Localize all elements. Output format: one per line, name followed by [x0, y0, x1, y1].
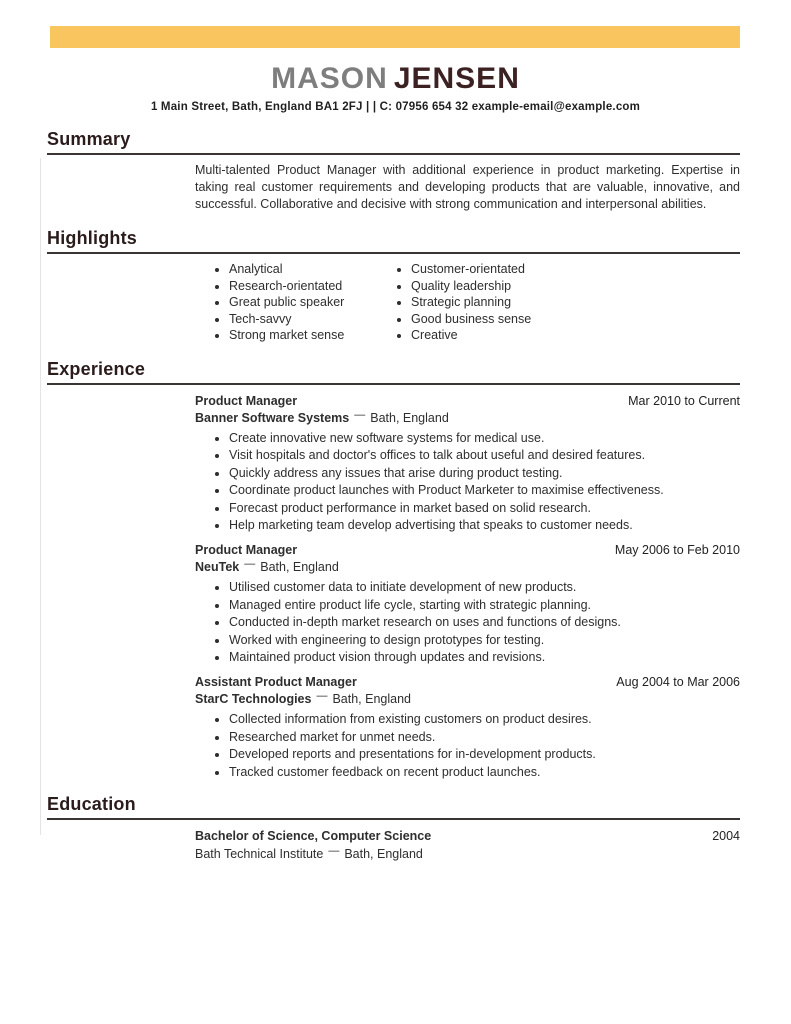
- job-location: Bath, England: [260, 560, 339, 575]
- job-bullet: • Forecast product performance in market based on solid research.: [229, 500, 740, 517]
- highlight-item: • Strong market sense: [229, 327, 377, 344]
- left-margin-line: [40, 158, 41, 835]
- school-name: Bath Technical Institute: [195, 847, 324, 862]
- highlight-item: • Customer-orientated: [411, 261, 531, 278]
- graduation-year: 2004: [712, 829, 740, 844]
- job-header: [195, 542, 740, 558]
- highlights-heading: Highlights: [47, 228, 740, 254]
- job-title: Product Manager: [195, 393, 298, 408]
- summary-text: Multi-talented Product Manager with additional experience in product marketing. Expertise in taking real customer requirements and developing products that are valuable, innovative, and successful. Collaborative and decisive with strong communication and interpersonal abilities.: [195, 163, 740, 211]
- job-bullet: • Coordinate product launches with Product Marketer to maximise effectiveness.: [229, 482, 740, 499]
- company-line: [195, 559, 740, 576]
- degree-name: Bachelor of Science, Computer Science: [195, 829, 432, 844]
- education-header: [195, 828, 740, 844]
- dash-separator: —: [316, 690, 328, 703]
- company-line: [195, 410, 740, 427]
- job-header: [195, 674, 740, 690]
- experience-heading: Experience: [47, 359, 740, 385]
- highlight-item: • Tech-savvy: [229, 311, 377, 328]
- job-bullet: • Create innovative new software systems for medical use.: [229, 430, 740, 447]
- highlights-column-1: [229, 261, 377, 344]
- education-entry: [195, 828, 740, 863]
- job-bullet: • Worked with engineering to design prototypes for testing.: [229, 632, 740, 649]
- company-name: Banner Software Systems: [195, 410, 350, 425]
- job-bullet: • Conducted in-depth market research on uses and functions of designs.: [229, 614, 740, 631]
- job-bullet-list: [229, 430, 740, 534]
- job-dates: Aug 2004 to Mar 2006: [616, 675, 740, 690]
- job-bullet-list: [229, 579, 740, 666]
- highlights-column-2: [411, 261, 531, 344]
- job-dates: May 2006 to Feb 2010: [614, 543, 740, 558]
- school-line: [195, 846, 740, 863]
- highlight-item: • Analytical: [229, 261, 377, 278]
- education-heading: Education: [47, 794, 740, 820]
- job-bullet: • Developed reports and presentations for in-development products.: [229, 746, 740, 763]
- dash-separator: —: [244, 558, 256, 571]
- company-line: [195, 691, 740, 708]
- candidate-name: [0, 62, 791, 96]
- job-entry-1: [195, 393, 740, 534]
- section-experience: [47, 359, 740, 781]
- section-highlights: [47, 228, 740, 344]
- section-education: [47, 794, 740, 863]
- job-bullet: • Help marketing team develop advertising that speaks to customer needs.: [229, 517, 740, 534]
- job-bullet: • Tracked customer feedback on recent product launches.: [229, 764, 740, 781]
- job-entry-3: [195, 674, 740, 781]
- highlight-item: • Research-orientated: [229, 278, 377, 295]
- highlights-columns: [195, 261, 740, 344]
- highlight-item: • Great public speaker: [229, 294, 377, 311]
- contact-line: 1 Main Street, Bath, England BA1 2FJ | | C: 07956 654 32 example-email@example.com: [150, 101, 641, 113]
- highlight-item: • Quality leadership: [411, 278, 531, 295]
- company-name: NeuTek: [195, 560, 240, 575]
- job-location: Bath, England: [370, 410, 449, 425]
- section-summary: [47, 129, 740, 213]
- job-bullet: • Quickly address any issues that arise during product testing.: [229, 465, 740, 482]
- job-bullet: • Researched market for unmet needs.: [229, 729, 740, 746]
- dash-separator: —: [328, 845, 340, 858]
- highlight-item: • Strategic planning: [411, 294, 531, 311]
- job-bullet: • Collected information from existing customers on product desires.: [229, 711, 740, 728]
- job-dates: Mar 2010 to Current: [628, 393, 740, 408]
- last-name: JENSEN: [393, 62, 520, 95]
- accent-bar: [50, 26, 740, 48]
- highlight-item: • Creative: [411, 327, 531, 344]
- job-header: [195, 393, 740, 409]
- job-entry-2: [195, 542, 740, 666]
- school-location: Bath, England: [344, 847, 423, 862]
- highlight-item: • Good business sense: [411, 311, 531, 328]
- first-name: MASON: [271, 62, 388, 95]
- job-bullet-list: [229, 711, 740, 781]
- job-bullet: • Maintained product vision through updates and revisions.: [229, 649, 740, 666]
- dash-separator: —: [354, 408, 366, 421]
- job-bullet: • Utilised customer data to initiate development of new products.: [229, 579, 740, 596]
- company-name: StarC Technologies: [195, 692, 312, 707]
- job-title: Assistant Product Manager: [195, 675, 357, 690]
- job-location: Bath, England: [332, 692, 412, 707]
- summary-heading: Summary: [47, 129, 740, 155]
- job-bullet: • Visit hospitals and doctor's offices to talk about useful and desired features.: [229, 447, 740, 464]
- job-title: Product Manager: [195, 543, 298, 558]
- job-bullet: • Managed entire product life cycle, starting with strategic planning.: [229, 597, 740, 614]
